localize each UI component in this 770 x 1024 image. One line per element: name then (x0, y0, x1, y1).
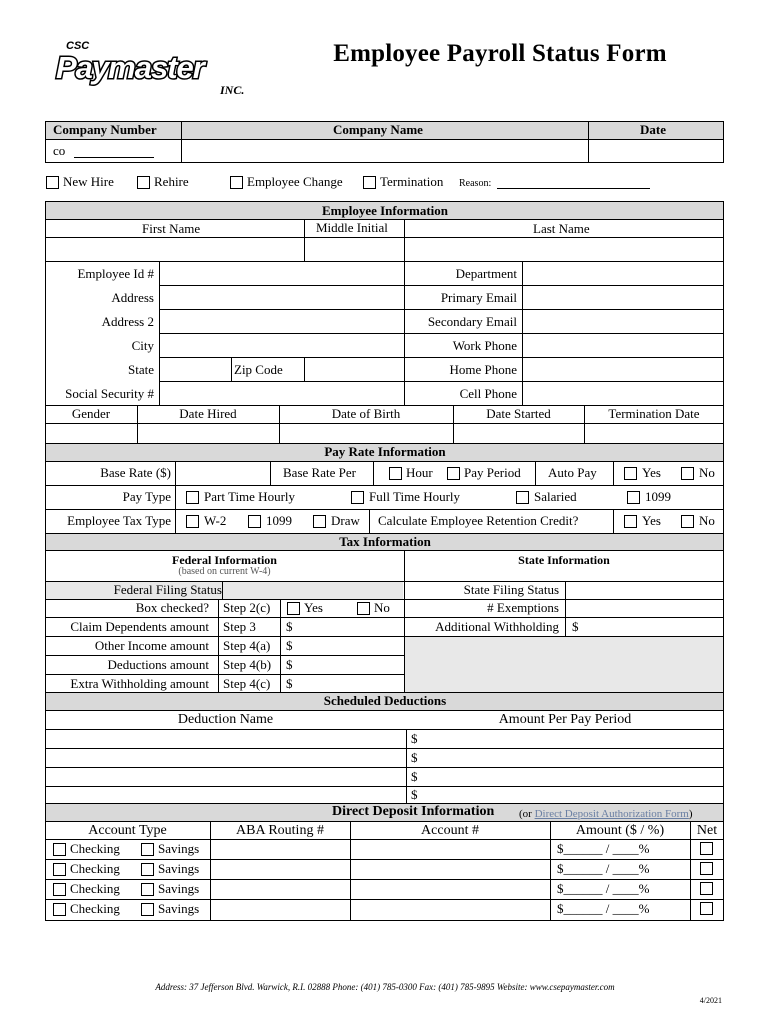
employee-id-label: Employee Id # (77, 266, 154, 281)
state-field[interactable] (161, 359, 230, 380)
account-number-field[interactable] (352, 901, 549, 919)
deduction-amount-field[interactable] (421, 787, 723, 803)
deduction-name-field[interactable] (46, 787, 405, 803)
aba-routing-label: ABA Routing # (236, 823, 324, 838)
claim-dependents-label: Claim Dependents amount (70, 619, 209, 634)
federal-filing-status-label: Federal Filing Status (113, 582, 222, 597)
department-label: Department (455, 266, 517, 281)
federal-info-header: Federal Information (172, 553, 277, 567)
auto-pay-no-label: No (699, 465, 715, 480)
employee-change-label: Employee Change (247, 174, 343, 189)
retention-no-label: No (699, 513, 715, 528)
svg-text:Paymaster: Paymaster (56, 50, 204, 85)
employee-info-header: Employee Information (321, 203, 449, 218)
department-field[interactable] (524, 263, 723, 284)
employee-id-field[interactable] (161, 263, 403, 284)
salaried-checkbox[interactable] (516, 491, 529, 504)
deductions-dollar: $ (286, 657, 293, 672)
savings-label: Savings (158, 841, 200, 856)
date-hired-field[interactable] (138, 424, 278, 443)
company-number-field[interactable] (74, 157, 154, 158)
scheduled-deductions-header: Scheduled Deductions (323, 693, 447, 708)
aba-routing-field[interactable] (212, 901, 349, 919)
deduction-amount-dollar: $ (411, 787, 418, 802)
account-type-label: Account Type (88, 823, 167, 838)
state-filing-status-label: State Filing Status (463, 582, 559, 597)
federal-info-note: (based on current W-4) (178, 566, 271, 577)
amount-field[interactable]: $______ / ____% (557, 881, 650, 896)
claim-dependents-dollar: $ (286, 619, 293, 634)
date-label: Date (640, 122, 666, 137)
svg-text:INC.: INC. (220, 83, 245, 97)
exemptions-field[interactable] (567, 600, 723, 616)
auto-pay-yes-label: Yes (642, 465, 661, 480)
account-number-label: Account # (421, 823, 479, 838)
pay-period-label: Pay Period (464, 465, 521, 480)
date-field[interactable] (590, 141, 722, 161)
draw-label: Draw (331, 513, 360, 528)
gender-label: Gender (71, 406, 111, 421)
exemptions-label: # Exemptions (487, 600, 559, 615)
company-name-label: Company Name (333, 122, 423, 137)
company-number-label: Company Number (53, 122, 157, 137)
amount-field[interactable]: $______ / ____% (557, 901, 650, 916)
deduction-amount-field[interactable] (421, 768, 723, 785)
work-phone-label: Work Phone (452, 338, 517, 353)
gender-field[interactable] (46, 424, 136, 443)
other-income-label: Other Income amount (94, 638, 209, 653)
box-checked-label: Box checked? (135, 600, 209, 615)
new-hire-label: New Hire (63, 174, 114, 189)
secondary-email-label: Secondary Email (427, 314, 517, 329)
footer-contact: Address: 37 Jefferson Blvd. Warwick, R.I. 02888 Phone: (401) 785-0300 Fax: (401) 785-9895 Website: www.csepaymaster.com (155, 982, 615, 992)
dob-label: Date of Birth (331, 406, 401, 421)
step3-label: Step 3 (223, 619, 256, 634)
checking-checkbox[interactable] (53, 883, 66, 896)
aba-routing-field[interactable] (212, 861, 349, 878)
home-phone-label: Home Phone (449, 362, 517, 377)
salaried-label: Salaried (534, 489, 577, 504)
amount-per-period-label: Amount Per Pay Period (498, 712, 632, 727)
retention-yes-label: Yes (642, 513, 661, 528)
auto-pay-label: Auto Pay (548, 465, 597, 480)
checking-checkbox[interactable] (53, 863, 66, 876)
auto-pay-yes-checkbox[interactable] (624, 467, 637, 480)
extra-withholding-field[interactable] (296, 675, 403, 692)
net-checkbox[interactable] (700, 842, 713, 855)
tax-info-header: Tax Information (339, 534, 431, 549)
additional-withholding-dollar: $ (572, 619, 579, 634)
amount-field[interactable]: $______ / ____% (557, 841, 650, 856)
savings-label: Savings (158, 901, 200, 916)
termination-date-field[interactable] (585, 424, 723, 443)
first-name-field[interactable] (46, 238, 303, 261)
w2-checkbox[interactable] (186, 515, 199, 528)
pay-type-1099-label: 1099 (645, 489, 671, 504)
ssn-label: Social Security # (65, 386, 154, 401)
state-label: State (128, 362, 154, 377)
pay-period-checkbox[interactable] (447, 467, 460, 480)
amount-label: Amount ($ / %) (575, 823, 665, 838)
aba-routing-field[interactable] (212, 841, 349, 858)
middle-initial-field[interactable] (305, 238, 403, 261)
deduction-amount-dollar: $ (411, 769, 418, 784)
checking-checkbox[interactable] (53, 903, 66, 916)
claim-dependents-field[interactable] (296, 618, 403, 635)
federal-filing-status-field[interactable] (224, 582, 403, 598)
dd-authorization-form-link[interactable]: Direct Deposit Authorization Form (534, 808, 689, 820)
savings-checkbox[interactable] (141, 843, 154, 856)
step2c-no-label: No (374, 600, 390, 615)
city-label: City (131, 338, 154, 353)
retention-credit-label: Calculate Employee Retention Credit? (378, 513, 579, 528)
termination-label: Termination (380, 174, 444, 189)
account-number-field[interactable] (352, 881, 549, 898)
tax-1099-checkbox[interactable] (248, 515, 261, 528)
net-label: Net (696, 823, 718, 838)
deduction-name-field[interactable] (46, 749, 405, 766)
primary-email-field[interactable] (524, 287, 723, 308)
state-filing-status-field[interactable] (567, 582, 723, 598)
address-field[interactable] (161, 287, 403, 308)
extra-withholding-label: Extra Withholding amount (70, 676, 209, 691)
or-prefix: (or (519, 808, 535, 820)
deduction-name-field[interactable] (46, 768, 405, 785)
pay-type-label: Pay Type (122, 489, 171, 504)
address2-label: Address 2 (101, 314, 154, 329)
retention-no-checkbox[interactable] (681, 515, 694, 528)
address2-field[interactable] (161, 311, 403, 332)
net-checkbox[interactable] (700, 882, 713, 895)
date-hired-label: Date Hired (179, 406, 237, 421)
other-income-field[interactable] (296, 637, 403, 654)
checking-label: Checking (70, 841, 120, 856)
dob-field[interactable] (280, 424, 452, 443)
deduction-amount-dollar: $ (411, 750, 418, 765)
savings-label: Savings (158, 861, 200, 876)
step2c-yes-checkbox[interactable] (287, 602, 300, 615)
additional-withholding-field[interactable] (582, 618, 723, 635)
company-name-field[interactable] (183, 141, 587, 161)
step2c-label: Step 2(c) (223, 600, 271, 615)
state-info-header: State Information (518, 553, 610, 567)
form-version: 4/2021 (699, 996, 722, 1005)
step4b-label: Step 4(b) (223, 657, 272, 672)
or-suffix: ) (688, 808, 693, 820)
rehire-checkbox[interactable] (137, 176, 150, 189)
account-number-field[interactable] (352, 841, 549, 858)
middle-initial-label: Middle Initial (316, 220, 388, 235)
aba-routing-field[interactable] (212, 881, 349, 898)
secondary-email-field[interactable] (524, 311, 723, 332)
savings-checkbox[interactable] (141, 883, 154, 896)
zip-code-field[interactable] (306, 359, 403, 380)
home-phone-field[interactable] (524, 359, 723, 380)
deduction-name-label: Deduction Name (177, 712, 274, 727)
account-number-field[interactable] (352, 861, 549, 878)
svg-text:CSC: CSC (66, 40, 90, 52)
checking-checkbox[interactable] (53, 843, 66, 856)
net-checkbox[interactable] (700, 862, 713, 875)
cell-phone-label: Cell Phone (459, 386, 517, 401)
base-rate-field[interactable] (177, 463, 269, 483)
checking-label: Checking (70, 881, 120, 896)
base-rate-per-label: Base Rate Per (283, 465, 356, 480)
amount-field[interactable]: $______ / ____% (557, 861, 650, 876)
savings-label: Savings (158, 881, 200, 896)
co-prefix: co (53, 143, 66, 158)
pay-type-1099-checkbox[interactable] (627, 491, 640, 504)
additional-withholding-label: Additional Withholding (435, 619, 559, 634)
last-name-label: Last Name (533, 221, 590, 236)
ssn-field[interactable] (161, 383, 403, 404)
w2-label: W-2 (204, 513, 227, 528)
paymaster-logo (50, 38, 265, 100)
deduction-amount-dollar: $ (411, 731, 418, 746)
date-started-field[interactable] (454, 424, 583, 443)
step2c-no-checkbox[interactable] (357, 602, 370, 615)
pay-rate-header: Pay Rate Information (324, 444, 446, 459)
full-time-hourly-checkbox[interactable] (351, 491, 364, 504)
zip-code-label: Zip Code (234, 362, 283, 377)
deduction-amount-field[interactable] (421, 749, 723, 766)
last-name-field[interactable] (405, 238, 723, 261)
draw-checkbox[interactable] (313, 515, 326, 528)
rehire-label: Rehire (154, 174, 189, 189)
deductions-field[interactable] (296, 656, 403, 673)
savings-checkbox[interactable] (141, 903, 154, 916)
checking-label: Checking (70, 901, 120, 916)
other-income-dollar: $ (286, 638, 293, 653)
base-rate-label: Base Rate ($) (100, 465, 171, 480)
part-time-hourly-label: Part Time Hourly (204, 489, 296, 504)
city-field[interactable] (161, 335, 403, 356)
address-label: Address (111, 290, 154, 305)
date-started-label: Date Started (486, 406, 551, 421)
hour-checkbox[interactable] (389, 467, 402, 480)
primary-email-label: Primary Email (440, 290, 517, 305)
deduction-amount-field[interactable] (421, 730, 723, 747)
reason-label: Reason: (459, 178, 492, 189)
step4c-label: Step 4(c) (223, 676, 271, 691)
retention-yes-checkbox[interactable] (624, 515, 637, 528)
termination-date-label: Termination Date (608, 406, 700, 421)
work-phone-field[interactable] (524, 335, 723, 356)
savings-checkbox[interactable] (141, 863, 154, 876)
auto-pay-no-checkbox[interactable] (681, 467, 694, 480)
part-time-hourly-checkbox[interactable] (186, 491, 199, 504)
deduction-name-field[interactable] (46, 730, 405, 747)
employee-tax-type-label: Employee Tax Type (67, 513, 171, 528)
extra-withholding-dollar: $ (286, 676, 293, 691)
page-title: Employee Payroll Status Form (333, 40, 667, 67)
direct-deposit-header: Direct Deposit Information (332, 804, 495, 819)
hour-label: Hour (406, 465, 433, 480)
checking-label: Checking (70, 861, 120, 876)
reason-field[interactable] (497, 188, 650, 189)
full-time-hourly-label: Full Time Hourly (369, 489, 461, 504)
step2c-yes-label: Yes (304, 600, 323, 615)
employee-change-checkbox[interactable] (230, 176, 243, 189)
tax-1099-label: 1099 (266, 513, 292, 528)
termination-checkbox[interactable] (363, 176, 376, 189)
net-checkbox[interactable] (700, 902, 713, 915)
step4a-label: Step 4(a) (223, 638, 271, 653)
new-hire-checkbox[interactable] (46, 176, 59, 189)
deductions-label: Deductions amount (107, 657, 209, 672)
cell-phone-field[interactable] (524, 383, 723, 404)
first-name-label: First Name (142, 221, 201, 236)
